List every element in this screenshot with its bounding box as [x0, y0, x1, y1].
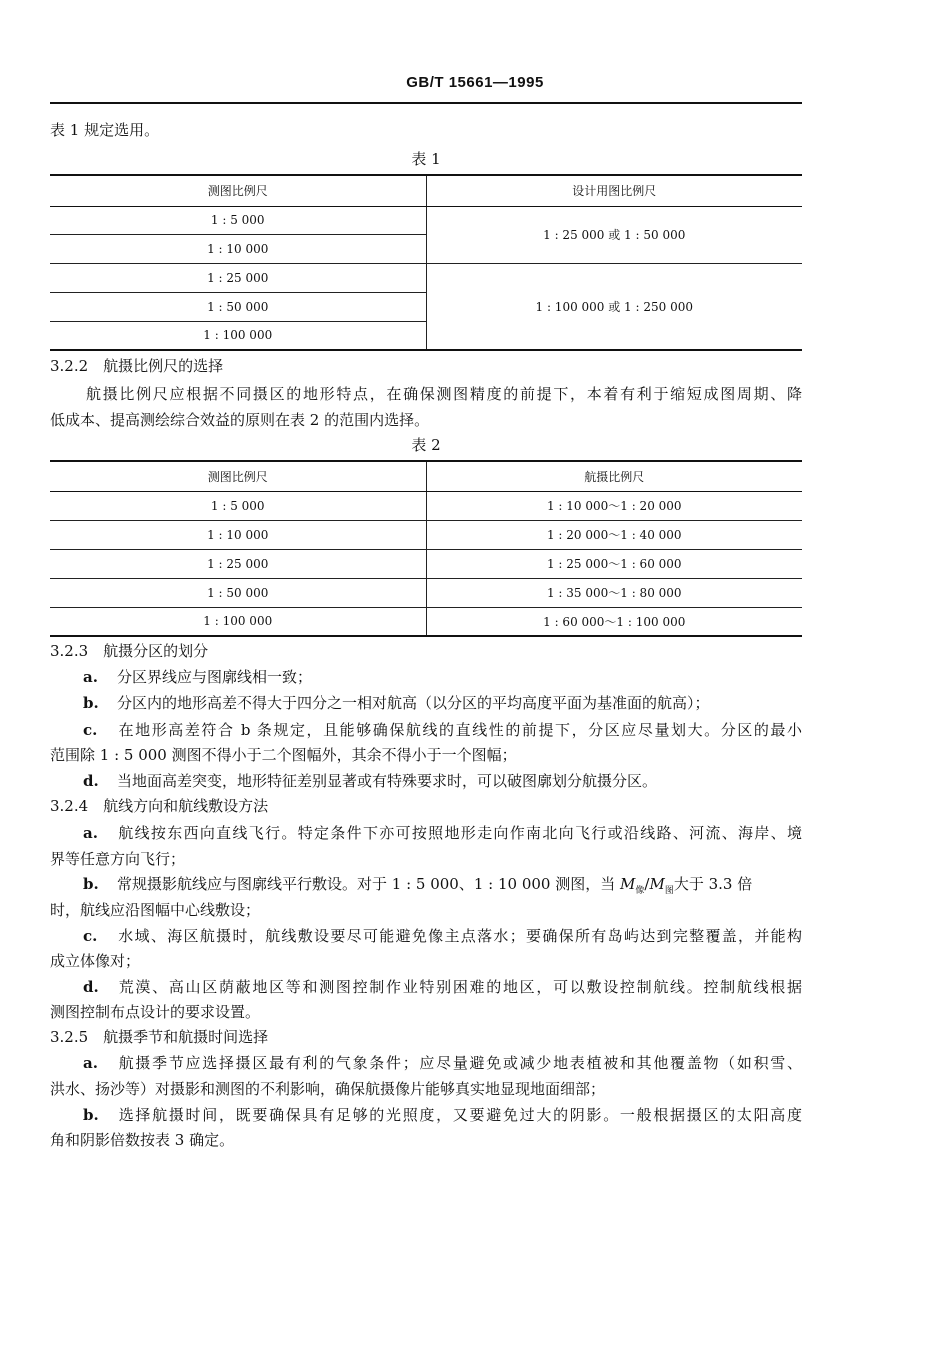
table2-cell: 1 : 35 000～1 : 80 000: [426, 578, 802, 607]
table1-cell: 1 : 10 000: [50, 234, 426, 263]
table1-caption: 表 1: [411, 150, 441, 168]
list-item: c. 在地形高差符合 b 条规定，且能够确保航线的直线性的前提下，分区应尽量划大。分区的最小: [83, 721, 802, 739]
table2-cell: 1 : 25 000: [50, 549, 426, 578]
item-marker: a.: [83, 668, 98, 686]
table2-caption: 表 2: [411, 436, 441, 454]
list-item: a. 航线按东西向直线飞行。特定条件下亦可按照地形走向作南北向飞行或沿线路、河流、海岸、境: [83, 824, 802, 842]
list-item: c. 水域、海区航摄时，航线敷设要尽可能避免像主点落水；要确保所有岛屿达到完整覆盖，并能构: [83, 927, 802, 945]
section-3-2-5-heading: 3.2.5 航摄季节和航摄时间选择: [50, 1028, 269, 1046]
list-item-continuation: 时，航线应沿图幅中心线敷设；: [50, 901, 261, 919]
list-item-continuation: 界等任意方向飞行；: [50, 850, 186, 868]
list-item: d. 荒漠、高山区荫蔽地区等和测图控制作业特别困难的地区，可以敷设控制航线。控制航线根据: [83, 978, 802, 996]
item-marker: b.: [83, 875, 99, 893]
section-3-2-3-heading: 3.2.3 航摄分区的划分: [50, 642, 209, 660]
item-marker: a.: [83, 1054, 98, 1072]
header-rule: [50, 102, 802, 104]
table2-cell: 1 : 10 000: [50, 520, 426, 549]
list-item: a. 分区界线应与图廓线相一致；: [83, 668, 313, 686]
item-marker: b.: [83, 694, 99, 712]
table2-col2-header: 航摄比例尺: [426, 461, 802, 491]
item-marker: d.: [83, 772, 99, 790]
table2-cell: 1 : 60 000～1 : 100 000: [426, 607, 802, 636]
table2-cell: 1 : 100 000: [50, 607, 426, 636]
table2: [50, 460, 802, 637]
table1: [50, 174, 802, 351]
section-3-2-4-heading: 3.2.4 航线方向和航线敷设方法: [50, 797, 269, 815]
section-3-2-2-heading: 3.2.2 航摄比例尺的选择: [50, 357, 224, 375]
item-marker: b.: [83, 1106, 99, 1124]
list-item: b. 分区内的地形高差不得大于四分之一相对航高（以分区的平均高度平面为基准面的航高）；: [83, 694, 710, 712]
item-marker: c.: [83, 721, 98, 739]
table2-cell: 1 : 5 000: [50, 491, 426, 520]
intro-line: 表 1 规定选用。: [50, 121, 160, 139]
standard-code-header: GB/T 15661—1995: [406, 74, 544, 91]
list-item: d. 当地面高差突变，地形特征差别显著或有特殊要求时，可以破图廓划分航摄分区。: [83, 772, 658, 790]
section-3-2-2-para-line1: 航摄比例尺应根据不同摄区的地形特点，在确保测图精度的前提下，本着有利于缩短成图周期、降: [86, 385, 802, 403]
item-marker: d.: [83, 978, 99, 996]
list-item-continuation: 角和阴影倍数按表 3 确定。: [50, 1131, 235, 1149]
table1-col1-header: 测图比例尺: [50, 175, 426, 206]
table1-cell: 1 : 50 000: [50, 292, 426, 321]
table1-merged-cell-b: 1 : 100 000 或 1 : 250 000: [426, 263, 802, 350]
section-3-2-2-para-line2: 低成本、提高测绘综合效益的原则在表 2 的范围内选择。: [50, 411, 430, 429]
table1-cell: 1 : 25 000: [50, 263, 426, 292]
table1-col2-header: 设计用图比例尺: [426, 175, 802, 206]
list-item-continuation: 洪水、扬沙等）对摄影和测图的不利影响，确保航摄像片能够真实地显现地面细部；: [50, 1080, 606, 1098]
item-marker: c.: [83, 927, 98, 945]
table2-col1-header: 测图比例尺: [50, 461, 426, 491]
item-marker: a.: [83, 824, 98, 842]
list-item-continuation: 成立体像对；: [50, 952, 141, 970]
list-item-continuation: 范围除 1 : 5 000 测图不得小于二个图幅外，其余不得小于一个图幅；: [50, 746, 517, 764]
table2-cell: 1 : 20 000～1 : 40 000: [426, 520, 802, 549]
list-item-continuation: 测图控制布点设计的要求设置。: [50, 1003, 261, 1021]
table2-cell: 1 : 50 000: [50, 578, 426, 607]
list-item: b. 选择航摄时间，既要确保具有足够的光照度，又要避免过大的阴影。一般根据摄区的太阳高度: [83, 1106, 802, 1124]
table1-merged-cell-a: 1 : 25 000 或 1 : 50 000: [426, 206, 802, 263]
table1-cell: 1 : 5 000: [50, 206, 426, 234]
table2-cell: 1 : 10 000～1 : 20 000: [426, 491, 802, 520]
list-item: b. 常规摄影航线应与图廓线平行敷设。对于 1 : 5 000、1 : 10 000 测图，当 $M_像/M_图$大于 3.3 倍: [83, 875, 753, 896]
table2-cell: 1 : 25 000～1 : 60 000: [426, 549, 802, 578]
list-item: a. 航摄季节应选择摄区最有利的气象条件；应尽量避免或减少地表植被和其他覆盖物（如积雪、: [83, 1054, 802, 1072]
table1-cell: 1 : 100 000: [50, 321, 426, 350]
